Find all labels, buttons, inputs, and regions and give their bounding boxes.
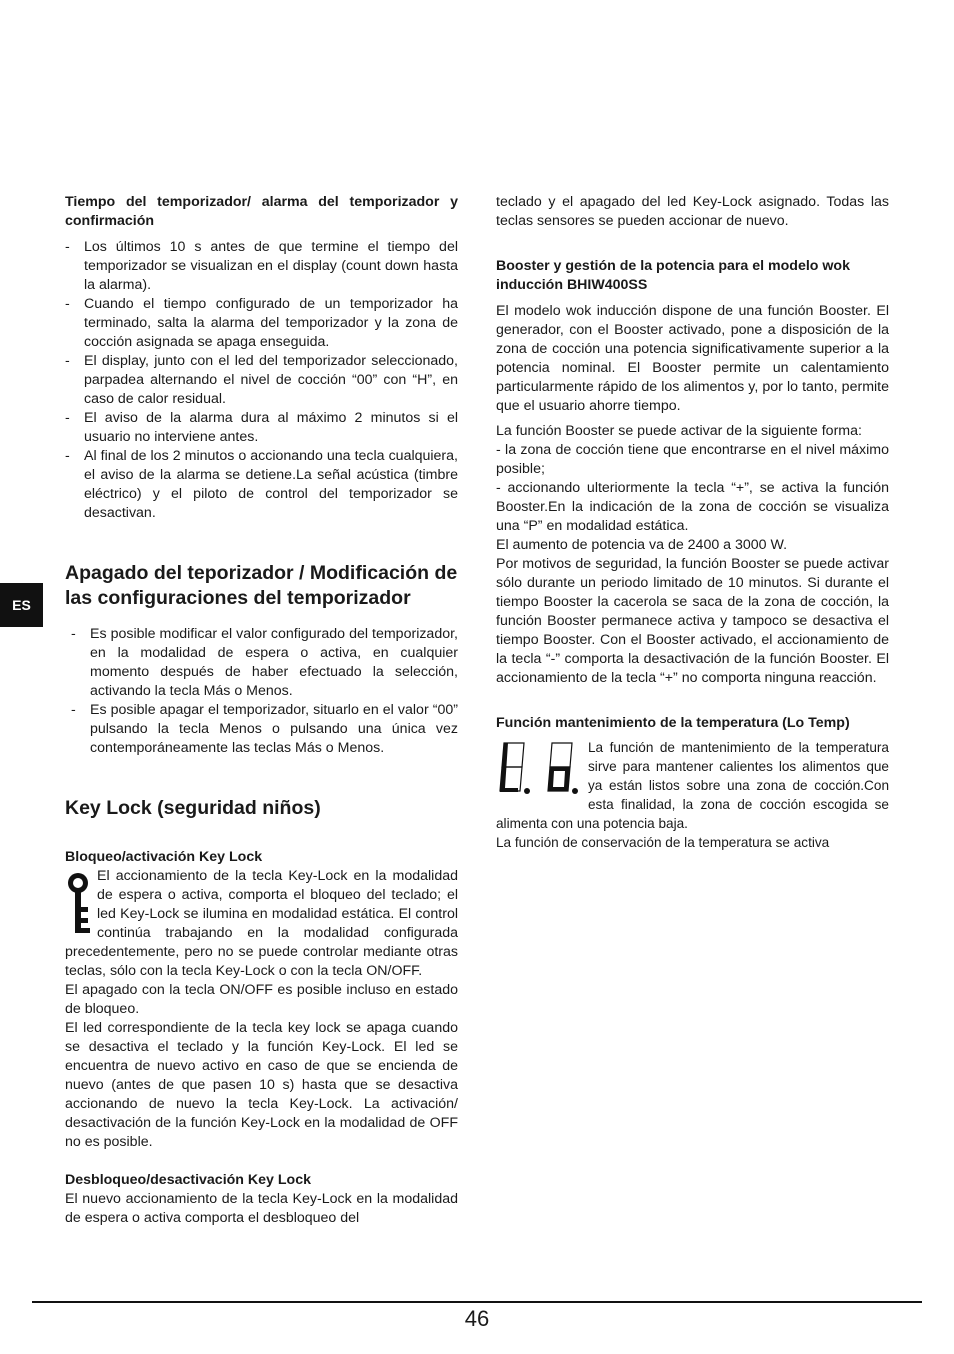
paragraph: El modelo wok inducción dispone de una función Booster. El generador, con el Booster activado, pone a disposición de la zona de cocción una potencia significativamente superior a la potencia nominal. El Booster permite un calentamiento particularmente rápido de los alimentos y, por lo tanto, permite que el usuario ahorre tiempo. (496, 303, 889, 414)
language-tab (0, 583, 43, 627)
timer-off-heading: Apagado del teporizador / Modificación de las configuraciones del temporizador (65, 562, 458, 609)
paragraph: Por motivos de seguridad, la función Booster se puede activar sólo durante un periodo limitado de 10 minutos. Si durante el tiempo Booster la cacerola se saca de la zona de cocción, la función Booster permanece activa y tampoco se desactiva el tiempo Booster. Con el Booster activado, el accionamiento de la tecla “-” comporta la desactivación de la función Booster. El accionamiento de la tecla “+” no comporta ninguna reacción. (496, 556, 889, 686)
language-tab-label: ES (12, 597, 31, 613)
timer-off-list (65, 625, 458, 758)
key-lock-activation-text (65, 867, 458, 1152)
list-item: - Los últimos 10 s antes de que termine el tiempo del temporizador se visualizan en el display (count down hasta la alarma). (65, 238, 458, 295)
paragraph: La función Booster se puede activar de la siguiente forma: (496, 423, 862, 439)
key-icon (65, 871, 93, 935)
right-column (496, 193, 889, 852)
key-lock-deactivation-heading: Desbloqueo/desactivación Key Lock (65, 1172, 311, 1188)
lo-temp-display-icon (496, 740, 582, 796)
lo-temp-text (496, 738, 889, 852)
paragraph: El accionamiento de la tecla Key-Lock en la modalidad de espera o activa, comporta el bloqueo del teclado; el led Key-Lock se ilumina en modalidad estática. El control continúa trabajando en la modalidad configurada precedentemente, pero no se puede controlar mediante otras teclas, sólo con la tecla Key-Lock o con la tecla ON/OFF. (65, 868, 458, 979)
list-item: - Es posible modificar el valor configurado del temporizador, en la modalidad de espera o activa, en cualquier momento después de haber efectuado la selección, activando la tecla Más o Menos. (71, 625, 458, 701)
list-item: - El aviso de la alarma dura al máximo 2 minutos si el usuario no interviene antes. (65, 409, 458, 447)
paragraph: teclado y el apagado del led Key-Lock asignado. Todas las teclas sensores se pueden accionar de nuevo. (496, 194, 889, 229)
timer-alarm-list (65, 238, 458, 523)
footer-divider (32, 1301, 922, 1303)
list-item: - El display, junto con el led del temporizador seleccionado, parpadea alternando el nivel de cocción “00” con “H”, en caso de calor residual. (65, 352, 458, 409)
booster-heading: Booster y gestión de la potencia para el modelo wok inducción BHIW400SS (496, 258, 850, 293)
paragraph: El apagado con la tecla ON/OFF es posible incluso en estado de bloqueo. (65, 982, 458, 1017)
paragraph: La función de mantenimiento de la temperatura sirve para mantener calientes los alimentos que ya están listos sobre una zona de cocción.Con esta finalidad, la zona de cocción escogida se alimenta con una potencia baja. (496, 740, 889, 831)
left-column (65, 193, 458, 1228)
paragraph: - la zona de cocción tiene que encontrarse en el nivel máximo posible; (496, 442, 889, 477)
paragraph: El aumento de potencia va de 2400 a 3000 W. (496, 537, 788, 553)
page-number: 46 (464, 1306, 490, 1331)
timer-alarm-heading: Tiempo del temporizador/ alarma del temporizador y confirmación (65, 194, 458, 229)
paragraph: - accionando ulteriormente la tecla “+”, se activa la función Booster.En la indicación de la zona de cocción se visualiza una “P” en modalidad estática. (496, 480, 889, 534)
list-item: - Cuando el tiempo configurado de un temporizador ha terminado, salta la alarma del temporizador y la zona de cocción asignada se apaga enseguida. (65, 295, 458, 352)
paragraph: El led correspondiente de la tecla key lock se apaga cuando se desactiva el teclado y la función Key-Lock. El led se encuentra de nuevo activo en caso de que se encienda de nuevo (antes de que pasen 10 s) hasta que se desactiva accionando de nuevo la tecla Key-Lock. La activación/ desactivación de la función Key-Lock en la modalidad de OFF no es posible. (65, 1020, 458, 1150)
list-item: - Al final de los 2 minutos o accionando una tecla cualquiera, el aviso de la alarma se detiene.La señal acústica (timbre eléctrico) y el piloto de control del temporizador se desactivan. (65, 447, 458, 523)
key-lock-activation-heading: Bloqueo/activación Key Lock (65, 849, 263, 865)
list-item: - Es posible apagar el temporizador, situarlo en el valor “00” pulsando la tecla Menos o pulsando una única vez contemporáneamente las teclas Más o Menos. (71, 701, 458, 758)
key-lock-heading: Key Lock (seguridad niños) (65, 797, 321, 819)
paragraph: La función de conservación de la temperatura se activa (496, 835, 830, 850)
paragraph: El nuevo accionamiento de la tecla Key-Lock en la modalidad de espera o activa comporta el desbloqueo del (65, 1191, 458, 1226)
lo-temp-heading: Función mantenimiento de la temperatura (Lo Temp) (496, 715, 850, 731)
